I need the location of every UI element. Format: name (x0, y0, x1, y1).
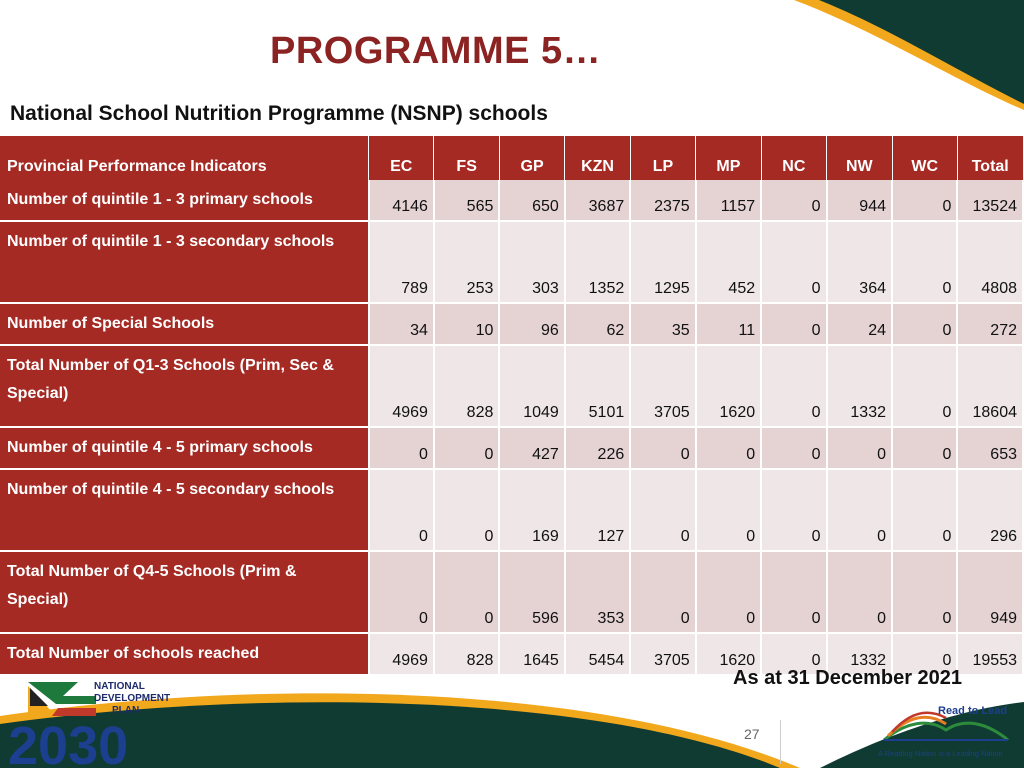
cell-value: 596 (499, 551, 564, 633)
cell-value: 1645 (499, 633, 564, 675)
cell-value: 427 (499, 427, 564, 469)
cell-value: 1049 (499, 345, 564, 427)
cell-value: 789 (369, 221, 434, 303)
cell-value: 0 (696, 469, 761, 551)
row-label: Total Number of schools reached (0, 633, 369, 675)
cell-value: 24 (827, 303, 892, 345)
cell-value: 1620 (696, 633, 761, 675)
slide-title: PROGRAMME 5… (270, 30, 602, 72)
cell-value: 0 (369, 551, 434, 633)
cell-value: 0 (761, 303, 826, 345)
cell-value: 0 (892, 469, 957, 551)
cell-value: 10 (434, 303, 499, 345)
cell-value: 62 (565, 303, 630, 345)
cell-value: 0 (761, 427, 826, 469)
cell-value-total: 296 (957, 469, 1023, 551)
cell-value: 169 (499, 469, 564, 551)
cell-value-total: 13524 (957, 180, 1023, 221)
table-row (0, 221, 1023, 303)
row-label: Number of quintile 4 - 5 primary schools (0, 427, 369, 469)
reading-logo-slogan: A Reading Nation is a Leading Nation (878, 749, 1003, 758)
cell-value: 0 (696, 427, 761, 469)
cell-value: 1620 (696, 345, 761, 427)
cell-value: 1157 (696, 180, 761, 221)
table-header-row (0, 136, 1023, 180)
cell-value: 0 (827, 469, 892, 551)
cell-value: 11 (696, 303, 761, 345)
cell-value: 828 (434, 345, 499, 427)
column-header-lp: LP (630, 136, 695, 180)
cell-value: 0 (827, 551, 892, 633)
cell-value: 3687 (565, 180, 630, 221)
ndp-line3: PLAN (112, 705, 140, 716)
cell-value: 4969 (369, 633, 434, 675)
corner-swoosh-top-right (764, 0, 1024, 110)
cell-value: 1332 (827, 345, 892, 427)
table-row (0, 180, 1023, 221)
cell-value: 0 (434, 551, 499, 633)
cell-value: 0 (892, 303, 957, 345)
cell-value: 96 (499, 303, 564, 345)
cell-value: 0 (761, 469, 826, 551)
cell-value: 3705 (630, 633, 695, 675)
cell-value: 35 (630, 303, 695, 345)
read-to-lead-logo (876, 700, 1016, 764)
cell-value: 5101 (565, 345, 630, 427)
cell-value: 0 (761, 551, 826, 633)
cell-value: 364 (827, 221, 892, 303)
cell-value: 2375 (630, 180, 695, 221)
cell-value: 0 (892, 427, 957, 469)
table-row (0, 469, 1023, 551)
cell-value: 0 (369, 469, 434, 551)
date-note: As at 31 December 2021 (733, 667, 963, 689)
column-header-kzn: KZN (565, 136, 630, 180)
column-header-nc: NC (761, 136, 826, 180)
cell-value: 0 (761, 633, 826, 675)
cell-value: 0 (761, 180, 826, 221)
cell-value: 5454 (565, 633, 630, 675)
column-header-fs: FS (434, 136, 499, 180)
row-label: Number of Special Schools (0, 303, 369, 345)
column-header-wc: WC (892, 136, 957, 180)
ndp-2030-logo (8, 674, 190, 766)
cell-value-total: 18604 (957, 345, 1023, 427)
reading-logo-title: Read to Lead (938, 705, 1008, 717)
column-header-nw: NW (827, 136, 892, 180)
ndp-line2: DEVELOPMENT (94, 693, 171, 704)
cell-value: 0 (892, 221, 957, 303)
cell-value: 0 (892, 633, 957, 675)
cell-value: 650 (499, 180, 564, 221)
cell-value: 0 (696, 551, 761, 633)
cell-value: 828 (434, 633, 499, 675)
cell-value: 4146 (369, 180, 434, 221)
row-label: Number of quintile 4 - 5 secondary schools (0, 469, 369, 551)
cell-value-total: 19553 (957, 633, 1023, 675)
cell-value: 0 (630, 427, 695, 469)
column-header-ec: EC (369, 136, 434, 180)
cell-value: 0 (630, 551, 695, 633)
page-number: 27 (744, 726, 760, 742)
cell-value: 226 (565, 427, 630, 469)
column-header-gp: GP (499, 136, 564, 180)
cell-value: 0 (892, 180, 957, 221)
nsnp-schools-table (0, 136, 1024, 676)
cell-value-total: 4808 (957, 221, 1023, 303)
cell-value: 0 (434, 469, 499, 551)
column-header-total: Total (957, 136, 1023, 180)
cell-value: 127 (565, 469, 630, 551)
ndp-line1: NATIONAL (94, 681, 145, 692)
row-label: Total Number of Q4-5 Schools (Prim & Special) (0, 551, 369, 633)
table-row (0, 427, 1023, 469)
cell-value-total: 949 (957, 551, 1023, 633)
cell-value: 1295 (630, 221, 695, 303)
ndp-year: 2030 (8, 716, 129, 766)
cell-value: 944 (827, 180, 892, 221)
cell-value: 0 (761, 345, 826, 427)
cell-value: 303 (499, 221, 564, 303)
cell-value: 565 (434, 180, 499, 221)
cell-value: 4969 (369, 345, 434, 427)
row-label: Total Number of Q1-3 Schools (Prim, Sec & Special) (0, 345, 369, 427)
cell-value: 0 (892, 345, 957, 427)
cell-value: 0 (892, 551, 957, 633)
row-label: Number of quintile 1 - 3 secondary schools (0, 221, 369, 303)
cell-value: 0 (630, 469, 695, 551)
cell-value: 253 (434, 221, 499, 303)
table-row (0, 551, 1023, 633)
cell-value-total: 653 (957, 427, 1023, 469)
column-header-indicator: Provincial Performance Indicators (0, 136, 369, 180)
cell-value: 1352 (565, 221, 630, 303)
cell-value: 0 (369, 427, 434, 469)
cell-value: 0 (827, 427, 892, 469)
cell-value: 0 (434, 427, 499, 469)
table-row (0, 345, 1023, 427)
cell-value: 0 (761, 221, 826, 303)
table-row (0, 303, 1023, 345)
row-label: Number of quintile 1 - 3 primary schools (0, 180, 369, 221)
cell-value: 1332 (827, 633, 892, 675)
cell-value: 3705 (630, 345, 695, 427)
cell-value: 34 (369, 303, 434, 345)
cell-value-total: 272 (957, 303, 1023, 345)
slide-subtitle: National School Nutrition Programme (NSNP) schools (10, 102, 548, 125)
cell-value: 353 (565, 551, 630, 633)
column-header-mp: MP (696, 136, 761, 180)
page-number-divider (780, 720, 781, 764)
cell-value: 452 (696, 221, 761, 303)
